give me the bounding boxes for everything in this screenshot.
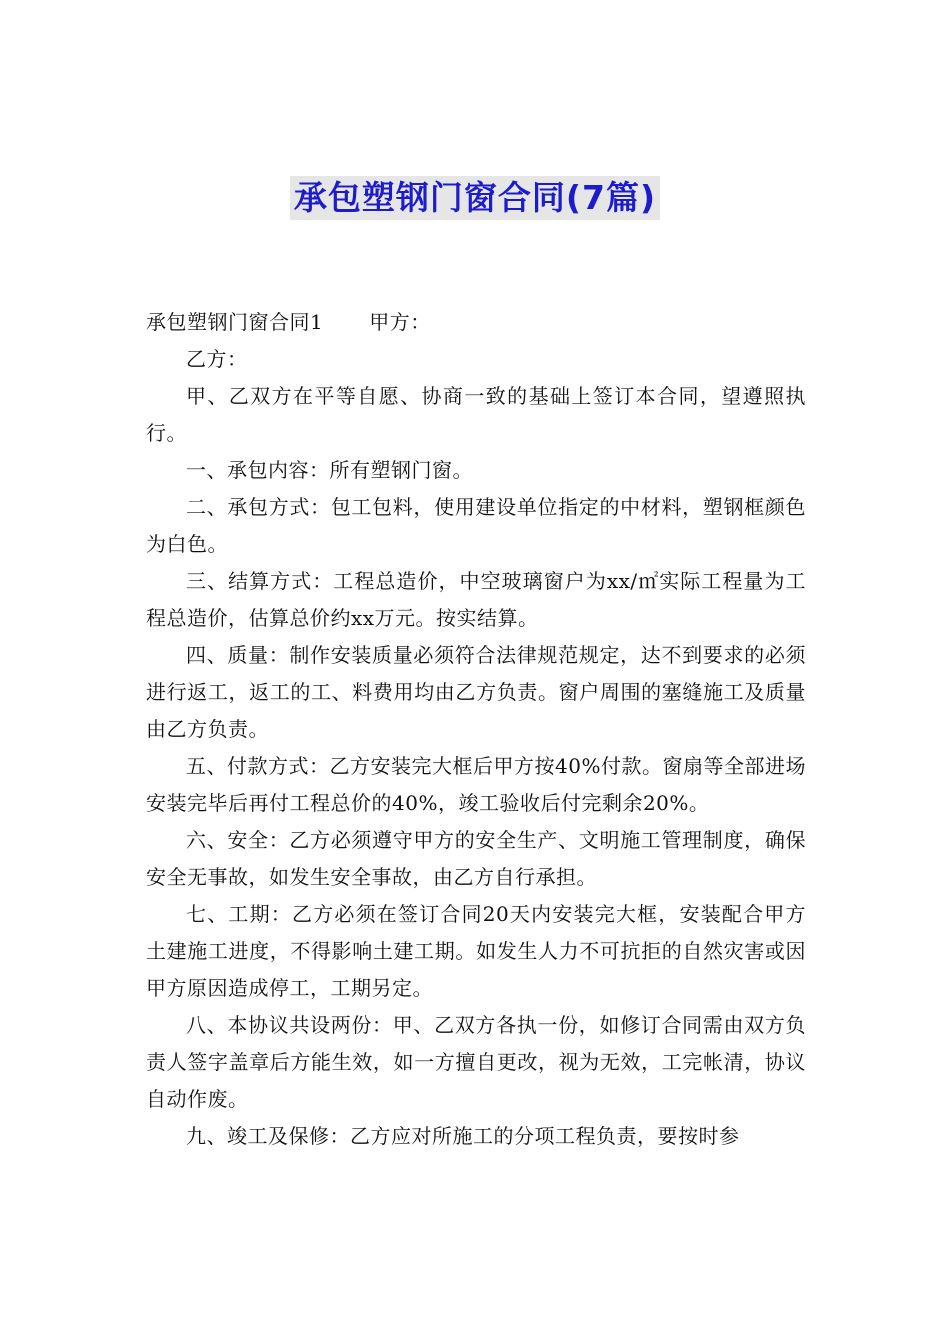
paragraph-clause-8: 八、本协议共设两份：甲、乙双方各执一份，如修订合同需由双方负责人签字盖章后方能生效，如一方擅自更改，视为无效，工完帐清，协议自动作废。 [146, 1013, 806, 1111]
paragraph-party-b: 乙方： [186, 347, 248, 371]
contract-heading: 承包塑钢门窗合同1 [146, 310, 324, 334]
paragraph-clause-9: 九、竣工及保修：乙方应对所施工的分项工程负责，要按时参 [186, 1124, 740, 1148]
paragraph-clause-1: 一、承包内容：所有塑钢门窗。 [186, 458, 473, 482]
contract-heading-line [146, 304, 806, 341]
document-body [146, 304, 806, 1155]
paragraph-clause-3: 三、结算方式：工程总造价，中空玻璃窗户为xx/㎡实际工程量为工程总造价，估算总价约xx万元。按实结算。 [146, 569, 806, 630]
paragraph-clause-5: 五、付款方式：乙方安装完大框后甲方按40%付款。窗扇等全部进场安装完毕后再付工程总价的40%，竣工验收后付完剩余20%。 [146, 754, 806, 815]
paragraph-clause-2: 二、承包方式：包工包料，使用建设单位指定的中材料，塑钢框颜色为白色。 [146, 495, 806, 556]
paragraph-clause-7: 七、工期：乙方必须在签订合同20天内安装完大框，安装配合甲方土建施工进度，不得影响土建工期。如发生人力不可抗拒的自然灾害或因甲方原因造成停工，工期另定。 [146, 902, 806, 1000]
document-title: 承包塑钢门窗合同(7篇) [290, 176, 660, 220]
title-container [0, 176, 950, 220]
paragraph-clause-4: 四、质量：制作安装质量必须符合法律规范规定，达不到要求的必须进行返工，返工的工、料费用均由乙方负责。窗户周围的塞缝施工及质量由乙方负责。 [146, 643, 806, 741]
party-a-label: 甲方： [369, 310, 431, 334]
paragraph-clause-6: 六、安全：乙方必须遵守甲方的安全生产、文明施工管理制度，确保安全无事故，如发生安全事故，由乙方自行承担。 [146, 828, 806, 889]
paragraph-preamble: 甲、乙双方在平等自愿、协商一致的基础上签订本合同，望遵照执行。 [146, 384, 806, 445]
